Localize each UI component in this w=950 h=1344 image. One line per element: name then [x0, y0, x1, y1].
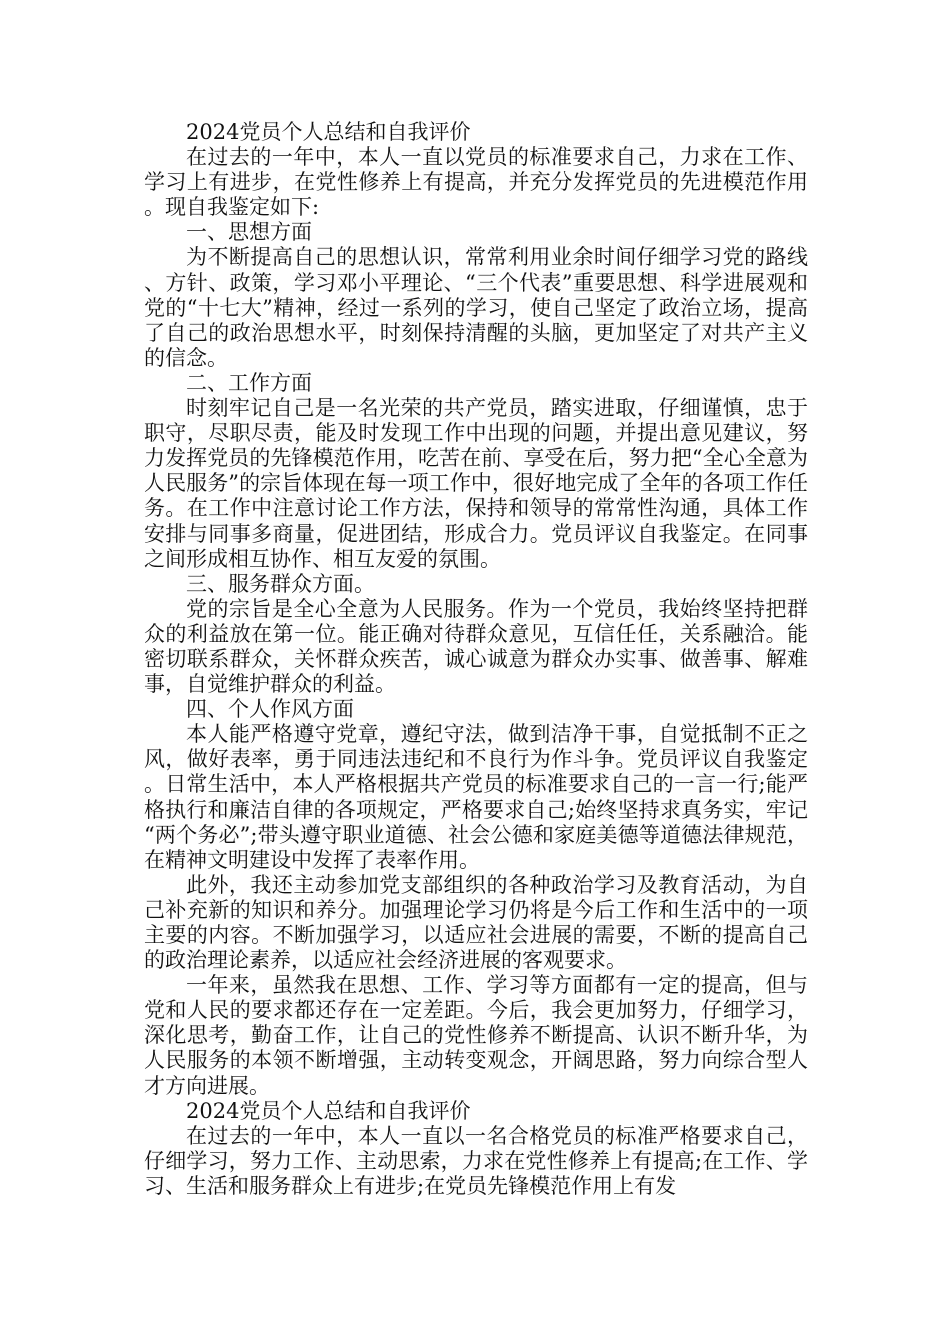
- study-paragraph: 此外，我还主动参加党支部组织的各种政治学习及教育活动，为自己补充新的知识和养分。加强理论学习仍将是今后工作和生活中的一项主要的内容。不断加强学习，以适应社会进展的需要，不断的提高自己的政治理论素养，以适应社会经济进展的客观要求。: [144, 872, 808, 973]
- section-heading-conduct: 四、个人作风方面: [186, 697, 354, 722]
- thought-paragraph: 为不断提高自己的思想认识，常常利用业余时间仔细学习党的路线、方针、政策，学习邓小平理论、“三个代表”重要思想、科学进展观和党的“十七大”精神，经过一系列的学习，使自己坚定了政治立场，提高了自己的政治思想水平，时刻保持清醒的头脑，更加坚定了对共产主义的信念。: [144, 245, 808, 370]
- section-heading-thought: 一、思想方面: [186, 220, 312, 245]
- intro-paragraph: 在过去的一年中，本人一直以党员的标准要求自己，力求在工作、学习上有进步，在党性修养上有提高，并充分发挥党员的先进模范作用。现自我鉴定如下:: [144, 145, 808, 220]
- section-heading-work: 二、工作方面: [186, 370, 312, 395]
- second-intro-paragraph: 在过去的一年中，本人一直以一名合格党员的标准严格要求自己，仔细学习，努力工作、主动思索，力求在党性修养上有提高;在工作、学习、生活和服务群众上有进步;在党员先锋模范作用上有发: [144, 1123, 808, 1198]
- section-heading-service: 三、服务群众方面。: [186, 571, 375, 596]
- document-title: 2024党员个人总结和自我评价: [186, 120, 471, 144]
- work-paragraph: 时刻牢记自己是一名光荣的共产党员，踏实进取，仔细谨慎，忠于职守，尽职尽责，能及时发现工作中出现的问题，并提出意见建议，努力发挥党员的先锋模范作用，吃苦在前、享受在后，努力把“全心全意为人民服务”的宗旨体现在每一项工作中，很好地完成了全年的各项工作任务。在工作中注意讨论工作方法，保持和领导的常常性沟通，具体工作安排与同事多商量，促进团结，形成合力。党员评议自我鉴定。在同事之间形成相互协作、相互友爱的氛围。: [144, 396, 808, 571]
- summary-paragraph: 一年来，虽然我在思想、工作、学习等方面都有一定的提高，但与党和人民的要求都还存在一定差距。今后，我会更加努力，仔细学习，深化思考，勤奋工作，让自己的党性修养不断提高、认识不断升华，为人民服务的本领不断增强，主动转变观念，开阔思路，努力向综合型人才方向进展。: [144, 973, 808, 1098]
- conduct-paragraph: 本人能严格遵守党章，遵纪守法，做到洁净干事，自觉抵制不正之风，做好表率，勇于同违法违纪和不良行为作斗争。党员评议自我鉴定。日常生活中，本人严格根据共产党员的标准要求自己的一言一行;能严格执行和廉洁自律的各项规定，严格要求自己;始终坚持求真务实，牢记“两个务必”;带头遵守职业道德、社会公德和家庭美德等道德法律规范，在精神文明建设中发挥了表率作用。: [144, 722, 808, 872]
- second-title: 2024党员个人总结和自我评价: [186, 1098, 471, 1123]
- service-paragraph: 党的宗旨是全心全意为人民服务。作为一个党员，我始终坚持把群众的利益放在第一位。能正确对待群众意见，互信任任，关系融洽。能密切联系群众，关怀群众疾苦，诚心诚意为群众办实事、做善事、解难事，自觉维护群众的利益。: [144, 596, 808, 697]
- document-body: [144, 120, 808, 1199]
